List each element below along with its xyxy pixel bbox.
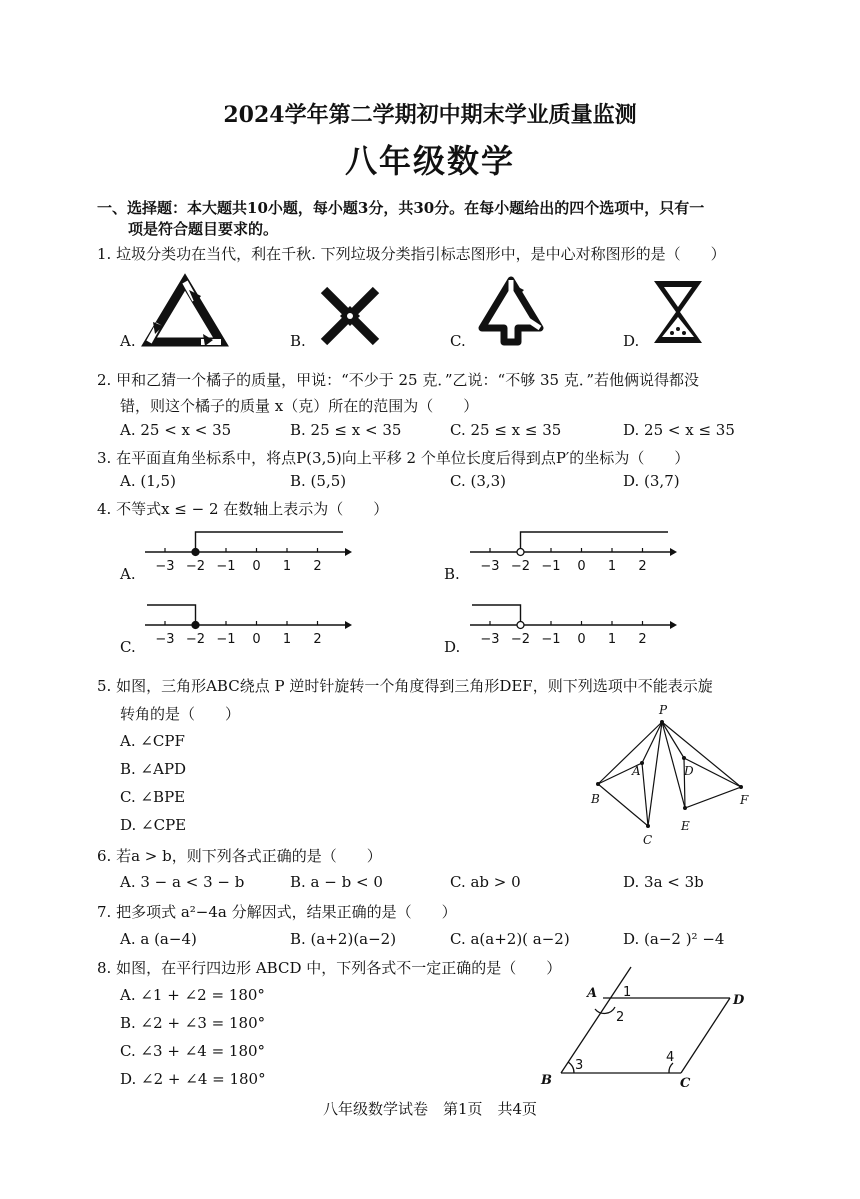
q2-option-d: D. 25 < x ≤ 35 — [623, 421, 735, 439]
axis-arrow-icon — [345, 548, 352, 556]
hourglass-icon — [650, 277, 706, 347]
open-point — [517, 549, 524, 556]
tick-label: 1 — [607, 559, 617, 574]
tick-label: 0 — [252, 632, 261, 647]
q7-option-b: B. (a+2)(a−2) — [290, 930, 397, 948]
q2-option-a: A. 25 < x < 35 — [120, 421, 232, 439]
para-label-d: D — [733, 993, 745, 1008]
q1-stem: 1. 垃圾分类功在当代，利在千秋. 下列垃圾分类指引标志图形中，是中心对称图形的是（ ） — [97, 245, 726, 263]
q6-stem: 6. 若a > b，则下列各式正确的是（ ） — [97, 847, 382, 865]
section-header-line2: 项是符合题目要求的。 — [128, 220, 279, 238]
section-header-line1: 一、选择题：本大题共10小题，每小题3分，共30分。在每小题给出的四个选项中，只有一 — [97, 199, 705, 217]
solution-ray — [196, 532, 344, 552]
q8-option-b: B. ∠2 + ∠3 = 180° — [120, 1014, 266, 1032]
tick-label: −1 — [541, 632, 561, 647]
number-line-d — [470, 598, 680, 648]
tick-label: −1 — [216, 559, 236, 574]
tick-label: −1 — [541, 559, 561, 574]
para-label-b: B — [541, 1073, 552, 1088]
angle-3-label: 3 — [575, 1058, 584, 1073]
solution-ray — [472, 605, 521, 625]
tick-label: 1 — [282, 632, 292, 647]
q4-option-a-label: A. — [120, 565, 136, 583]
angle-2-label: 2 — [616, 1010, 625, 1025]
label-f: F — [740, 793, 749, 807]
page-footer: 八年级数学试卷 第1页 共4页 — [322, 1100, 538, 1118]
number-line-a — [145, 525, 355, 575]
q3-option-b: B. (5,5) — [290, 472, 347, 490]
q6-option-c: C. ab > 0 — [450, 873, 521, 891]
closed-point — [192, 622, 199, 629]
recycle-outline-icon — [478, 276, 544, 346]
tick-label: 2 — [313, 632, 322, 647]
q3-option-a: A. (1,5) — [120, 472, 176, 490]
open-point — [517, 622, 524, 629]
tick-label: −3 — [155, 559, 175, 574]
axis-arrow-icon — [670, 548, 677, 556]
q4-option-c-label: C. — [120, 638, 136, 656]
tick-label: 2 — [638, 559, 647, 574]
q4-option-d-label: D. — [444, 638, 461, 656]
tick-label: 0 — [577, 559, 586, 574]
tick-label: −2 — [185, 559, 206, 574]
tick-label: 2 — [313, 559, 322, 574]
q7-option-c: C. a(a+2)( a−2) — [450, 930, 570, 948]
solution-ray — [521, 532, 669, 552]
label-c: C — [643, 833, 653, 847]
exam-title: 2024学年第二学期初中期末学业质量监测 — [223, 102, 637, 128]
exam-subject: 八年级数学 — [344, 142, 515, 180]
q7-option-a: A. a (a−4) — [120, 930, 197, 948]
q4-stem: 4. 不等式x ≤ − 2 在数轴上表示为（ ） — [97, 500, 389, 518]
q6-option-b: B. a − b < 0 — [290, 873, 383, 891]
inward-arrows-icon — [320, 286, 380, 346]
tick-label: 1 — [282, 559, 292, 574]
q8-stem: 8. 如图，在平行四边形 ABCD 中，下列各式不一定正确的是（ ） — [97, 959, 562, 977]
q1-option-b-label: B. — [290, 332, 306, 350]
q3-stem: 3. 在平面直角坐标系中，将点P(3,5)向上平移 2 个单位长度后得到点P′的坐标为（ ） — [97, 449, 690, 467]
tick-label: 0 — [577, 632, 586, 647]
label-a: A — [632, 764, 641, 778]
tick-label: 1 — [607, 632, 617, 647]
parallelogram-figure — [535, 965, 775, 1090]
label-p: P — [659, 703, 668, 717]
q1-option-a-label: A. — [120, 332, 136, 350]
closed-point — [192, 549, 199, 556]
q1-option-c-label: C. — [450, 332, 466, 350]
q5-option-c: C. ∠BPE — [120, 788, 186, 806]
label-b: B — [591, 792, 600, 806]
q2-line2: 错，则这个橘子的质量 x（克）所在的范围为（ ） — [120, 397, 479, 415]
q5-option-b: B. ∠APD — [120, 760, 187, 778]
q5-line2: 转角的是（ ） — [120, 705, 241, 723]
q8-option-a: A. ∠1 + ∠2 = 180° — [120, 986, 265, 1004]
q2-option-c: C. 25 ≤ x ≤ 35 — [450, 421, 562, 439]
para-label-c: C — [680, 1076, 691, 1091]
tick-label: −1 — [216, 632, 236, 647]
q7-option-d: D. (a−2 )² −4 — [623, 930, 725, 948]
q8-option-d: D. ∠2 + ∠4 = 180° — [120, 1070, 266, 1088]
q3-option-d: D. (3,7) — [623, 472, 680, 490]
label-e: E — [681, 819, 690, 833]
angle-4-label: 4 — [666, 1050, 675, 1065]
number-line-c — [145, 598, 355, 648]
q8-option-c: C. ∠3 + ∠4 = 180° — [120, 1042, 266, 1060]
tick-label: −2 — [510, 632, 531, 647]
q2-option-b: B. 25 ≤ x < 35 — [290, 421, 402, 439]
axis-arrow-icon — [670, 621, 677, 629]
tick-label: −2 — [510, 559, 531, 574]
tick-label: 0 — [252, 559, 261, 574]
q1-option-d-label: D. — [623, 332, 640, 350]
q5-option-a: A. ∠CPF — [120, 732, 185, 750]
tick-label: −2 — [185, 632, 206, 647]
q6-option-d: D. 3a < 3b — [623, 873, 704, 891]
para-label-a: A — [587, 986, 598, 1001]
tick-label: −3 — [480, 632, 500, 647]
rotation-figure — [585, 700, 765, 850]
q5-option-d: D. ∠CPE — [120, 816, 187, 834]
q7-stem: 7. 把多项式 a²−4a 分解因式，结果正确的是（ ） — [97, 903, 457, 921]
q5-line1: 5. 如图，三角形ABC绕点 P 逆时针旋转一个角度得到三角形DEF，则下列选项中不能表示旋 — [97, 677, 713, 695]
q6-option-a: A. 3 − a < 3 − b — [120, 873, 245, 891]
q2-line1: 2. 甲和乙猜一个橘子的质量，甲说：“不少于 25 克．”乙说：“不够 35 克．”若他俩说得都没 — [97, 371, 700, 389]
tick-label: −3 — [480, 559, 500, 574]
number-line-b — [470, 525, 680, 575]
tick-label: 2 — [638, 632, 647, 647]
label-d: D — [684, 764, 694, 778]
axis-arrow-icon — [345, 621, 352, 629]
recycle-triangle-icon — [145, 278, 225, 346]
q3-option-c: C. (3,3) — [450, 472, 507, 490]
angle-1-label: 1 — [623, 985, 632, 1000]
solution-ray — [147, 605, 196, 625]
q4-option-b-label: B. — [444, 565, 460, 583]
tick-label: −3 — [155, 632, 175, 647]
